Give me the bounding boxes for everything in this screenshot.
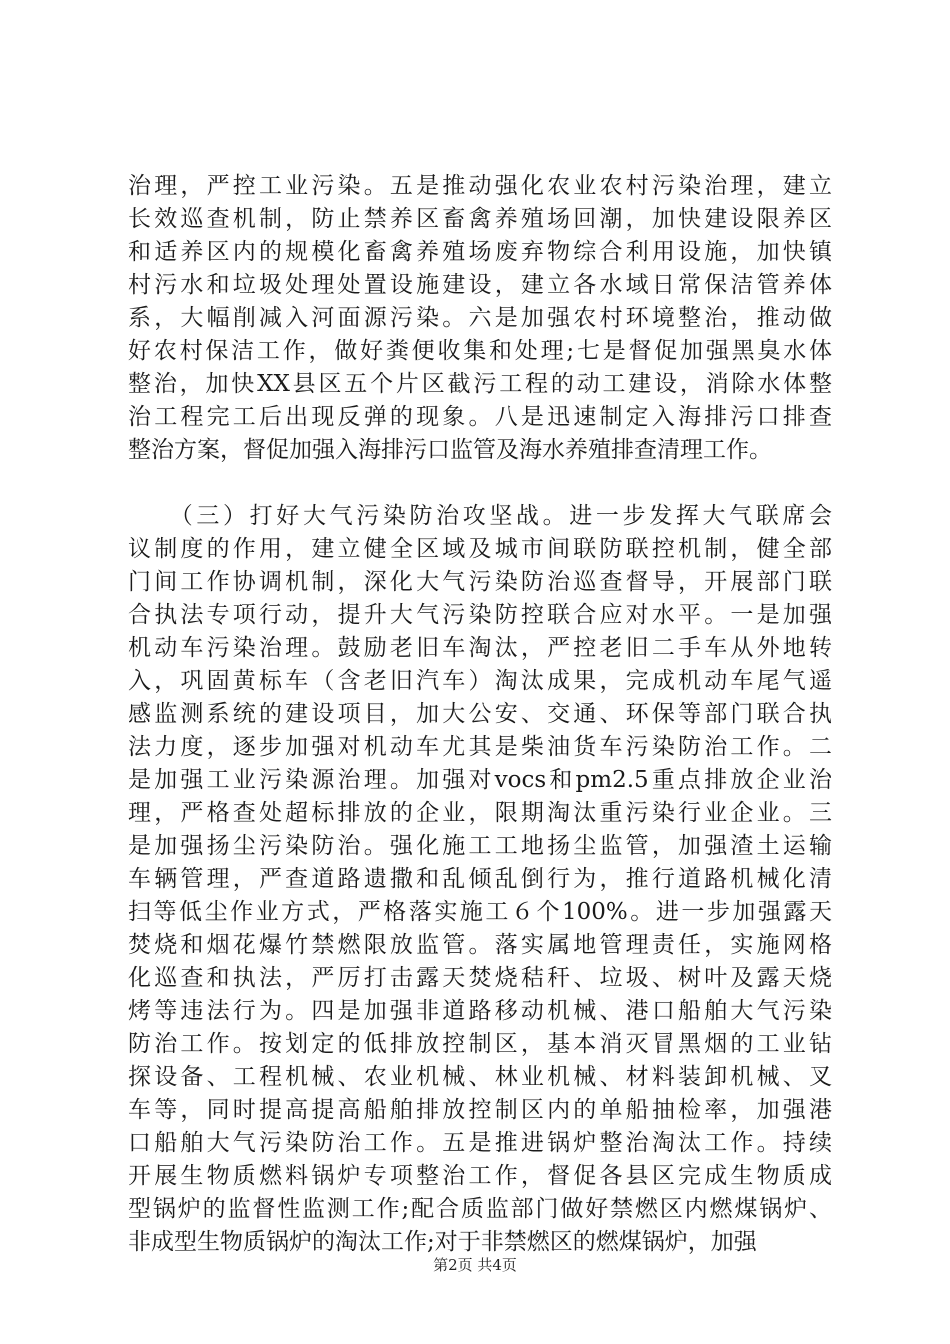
text-line: 整治方案，督促加强入海排污口监管及海水养殖排查清理工作。 — [128, 437, 772, 463]
text-line: 焚烧和烟花爆竹禁燃限放监管。落实属地管理责任，实施网格 — [128, 932, 832, 958]
text-line: 治理，严控工业污染。五是推动强化农业农村污染治理，建立 — [128, 173, 832, 199]
text-line: 系，大幅削减入河面源污染。六是加强农村环境整治，推动做 — [128, 305, 832, 331]
text-line: 烤等违法行为。四是加强非道路移动机械、港口船舶大气污染 — [128, 998, 832, 1024]
text-line: 门间工作协调机制，深化大气污染防治巡查督导，开展部门联 — [128, 569, 832, 595]
text-line: 入，巩固黄标车（含老旧汽车）淘汰成果，完成机动车尾气遥 — [128, 668, 832, 694]
text-line: 化巡查和执法，严厉打击露天焚烧秸秆、垃圾、树叶及露天烧 — [128, 965, 832, 991]
text-line: 防治工作。按划定的低排放控制区，基本消灭冒黑烟的工业钻 — [128, 1031, 832, 1057]
text-line: 扫等低尘作业方式，严格落实施工６个100%。进一步加强露天 — [128, 899, 832, 925]
text-line: 和适养区内的规模化畜禽养殖场废弃物综合利用设施，加快镇 — [128, 239, 832, 265]
text-line: 长效巡查机制，防止禁养区畜禽养殖场回潮，加快建设限养区 — [128, 206, 832, 232]
text-line: 村污水和垃圾处理处置设施建设，建立各水域日常保洁管养体 — [128, 272, 832, 298]
text-line: （三）打好大气污染防治攻坚战。进一步发挥大气联席会 — [128, 503, 832, 529]
text-line: 法力度，逐步加强对机动车尤其是柴油货车污染防治工作。二 — [128, 734, 832, 760]
text-line: 是加强工业污染源治理。加强对vocs和pm2.5重点排放企业治 — [128, 767, 832, 793]
text-line: 非成型生物质锅炉的淘汰工作;对于非禁燃区的燃煤锅炉，加强 — [128, 1229, 757, 1255]
paragraph-1 — [128, 170, 832, 467]
text-line: 合执法专项行动，提升大气污染防控联合应对水平。一是加强 — [128, 602, 832, 628]
body-text — [128, 170, 832, 1259]
text-line: 车等，同时提高提高船舶排放控制区内的单船抽检率，加强港 — [128, 1097, 832, 1123]
text-line: 口船舶大气污染防治工作。五是推进锅炉整治淘汰工作。持续 — [128, 1130, 832, 1156]
text-line: 探设备、工程机械、农业机械、林业机械、材料装卸机械、叉 — [128, 1064, 832, 1090]
page-footer: 第2页 共4页 — [433, 1256, 517, 1274]
text-line: 是加强扬尘污染防治。强化施工工地扬尘监管，加强渣土运输 — [128, 833, 832, 859]
text-line: 感监测系统的建设项目，加大公安、交通、环保等部门联合执 — [128, 701, 832, 727]
text-line: 理，严格查处超标排放的企业，限期淘汰重污染行业企业。三 — [128, 800, 832, 826]
text-line: 车辆管理，严查道路遗撒和乱倾乱倒行为，推行道路机械化清 — [128, 866, 832, 892]
text-line: 开展生物质燃料锅炉专项整治工作，督促各县区完成生物质成 — [128, 1163, 832, 1189]
text-line: 机动车污染治理。鼓励老旧车淘汰，严控老旧二手车从外地转 — [128, 635, 832, 661]
paragraph-2 — [128, 500, 832, 1259]
text-line: 型锅炉的监督性监测工作;配合质监部门做好禁燃区内燃煤锅炉、 — [128, 1196, 832, 1222]
text-line: 议制度的作用，建立健全区域及城市间联防联控机制，健全部 — [128, 536, 832, 562]
text-line: 治工程完工后出现反弹的现象。八是迅速制定入海排污口排查 — [128, 404, 832, 430]
text-line: 好农村保洁工作，做好粪便收集和处理;七是督促加强黑臭水体 — [128, 338, 832, 364]
paragraph-gap — [128, 467, 832, 500]
text-line: 整治，加快XX县区五个片区截污工程的动工建设，消除水体整 — [128, 371, 832, 397]
